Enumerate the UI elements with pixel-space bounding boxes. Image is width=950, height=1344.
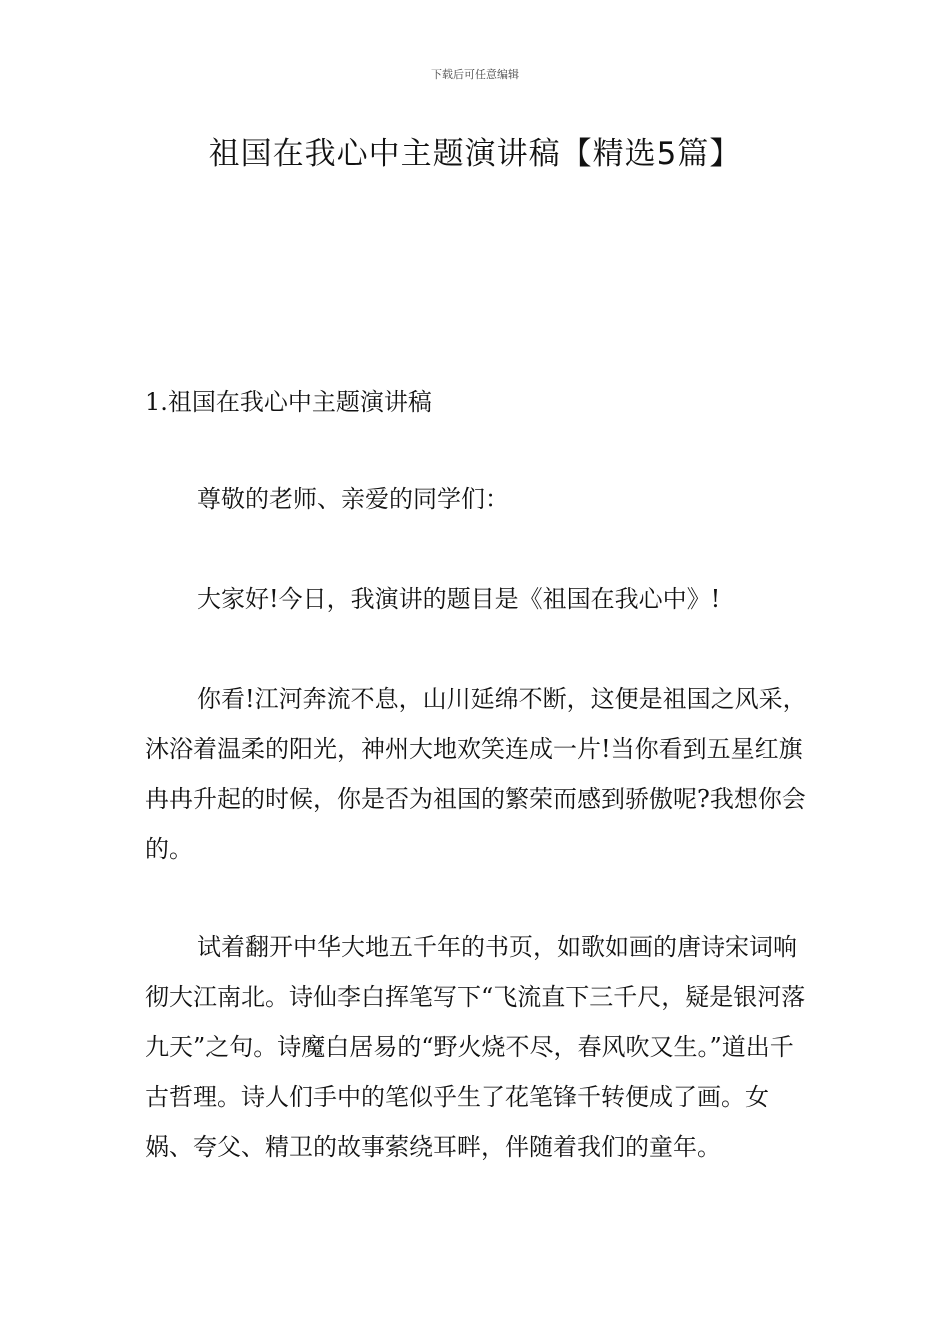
header-note: 下载后可任意编辑 xyxy=(431,68,519,81)
paragraph-body: 试着翻开中华大地五千年的书页，如歌如画的唐诗宋词响彻大江南北。诗仙李白挥笔写下“飞流直下三千尺，疑是银河落九天”之句。诗魔白居易的“野火烧不尽，春风吹又生。”道出千古哲理。诗人们手中的笔似乎生了花笔锋千转便成了画。女娲、夸父、精卫的故事萦绕耳畔，伴随着我们的童年。 xyxy=(145,933,806,1161)
paragraph-greeting: 大家好!今日，我演讲的题目是《祖国在我心中》! xyxy=(197,585,721,613)
paragraph-body: 你看!江河奔流不息，山川延绵不断，这便是祖国之风采，沐浴着温柔的阳光，神州大地欢笑连成一片!当你看到五星红旗冉冉升起的时候，你是否为祖国的繁荣而感到骄傲呢?我想你会的。 xyxy=(145,685,807,863)
page-title: 祖国在我心中主题演讲稿【精选5篇】 xyxy=(208,136,742,172)
paragraph-salutation: 尊敬的老师、亲爱的同学们： xyxy=(197,485,509,513)
section-heading: 1.祖国在我心中主题演讲稿 xyxy=(145,388,432,416)
